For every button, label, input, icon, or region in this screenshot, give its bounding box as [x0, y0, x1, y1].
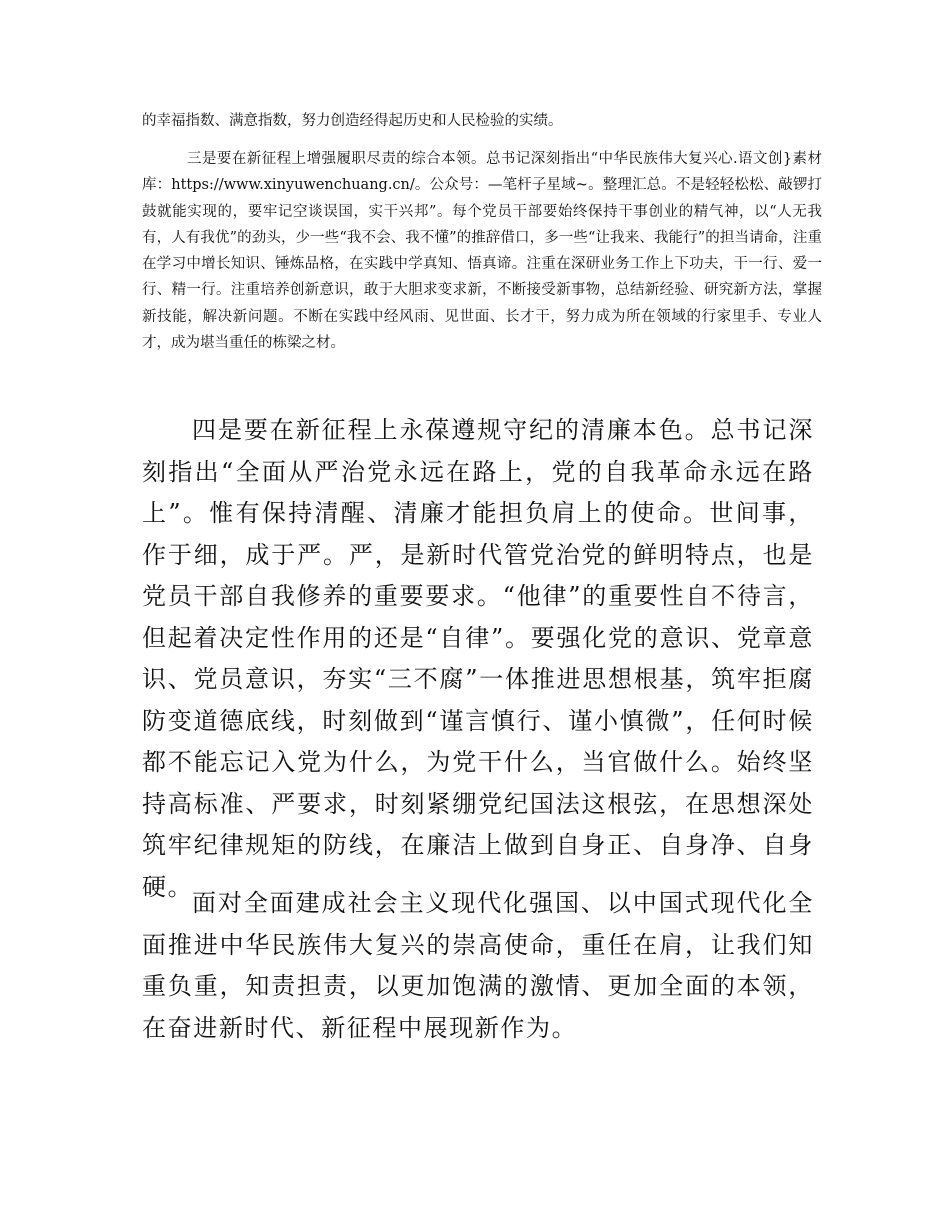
paragraph-integrity: 四是要在新征程上永葆遵规守纪的清廉本色。总书记深刻指出“全面从严治党永远在路上，党的自我革命永远在路上”。惟有保持清醒、清廉才能担负肩上的使命。世间事，作于细，成于严。严，是新时代管党治党的鲜明特点，也是党员干部自我修养的重要要求。“他律”的重要性自不待言，但起着决定性作用的还是“自律”。要强化党的意识、党章意识、党员意识，夯实“三不腐”一体推进思想根基，筑牢拒腐防变道德底线，时刻做到“谨言慎行、谨小慎微”，任何时候都不能忘记入党为什么，为党干什么，当官做什么。始终坚持高标准、严要求，时刻紧绷党纪国法这根弦，在思想深处筑牢纪律规矩的防线，在廉洁上做到自身正、自身净、自身硬。	[142, 416, 814, 901]
paragraph-continuation: 的幸福指数、满意指数，努力创造经得起历史和人民检验的实绩。	[142, 113, 563, 129]
paragraph-comprehensive-ability: 三是要在新征程上增强履职尽责的综合本领。总书记深刻指出“中华民族伟大复兴心.语文创}素材库：https://www.xinyuwenchuang.cn/。公众号：—笔杆子星域~。整理汇总。不是轻轻松松、敲锣打鼓就能实现的，要牢记空谈误国，实干兴邦”。每个党员干部要始终保持干事创业的精气神，以“人无我有，人有我优”的劲头，少一些“我不会、我不懂”的推辞借口，多一些“让我来、我能行”的担当请命，注重在学习中增长知识、锤炼品格，在实践中学真知、悟真谛。注重在深研业务工作上下功夫，干一行、爱一行、精一行。注重培养创新意识，敢于大胆求变求新，不断接受新事物，总结新经验、研究新方法，掌握新技能，解决新问题。不断在实践中经风雨、见世面、长才干，努力成为所在领域的行家里手、专业人才，成为堪当重任的栋梁之材。	[142, 151, 822, 352]
paragraph-conclusion: 面对全面建成社会主义现代化强国、以中国式现代化全面推进中华民族伟大复兴的崇高使命，重任在肩，让我们知重负重，知责担责，以更加饱满的激情、更加全面的本领，在奋进新时代、新征程中展现新作为。	[142, 889, 814, 1042]
